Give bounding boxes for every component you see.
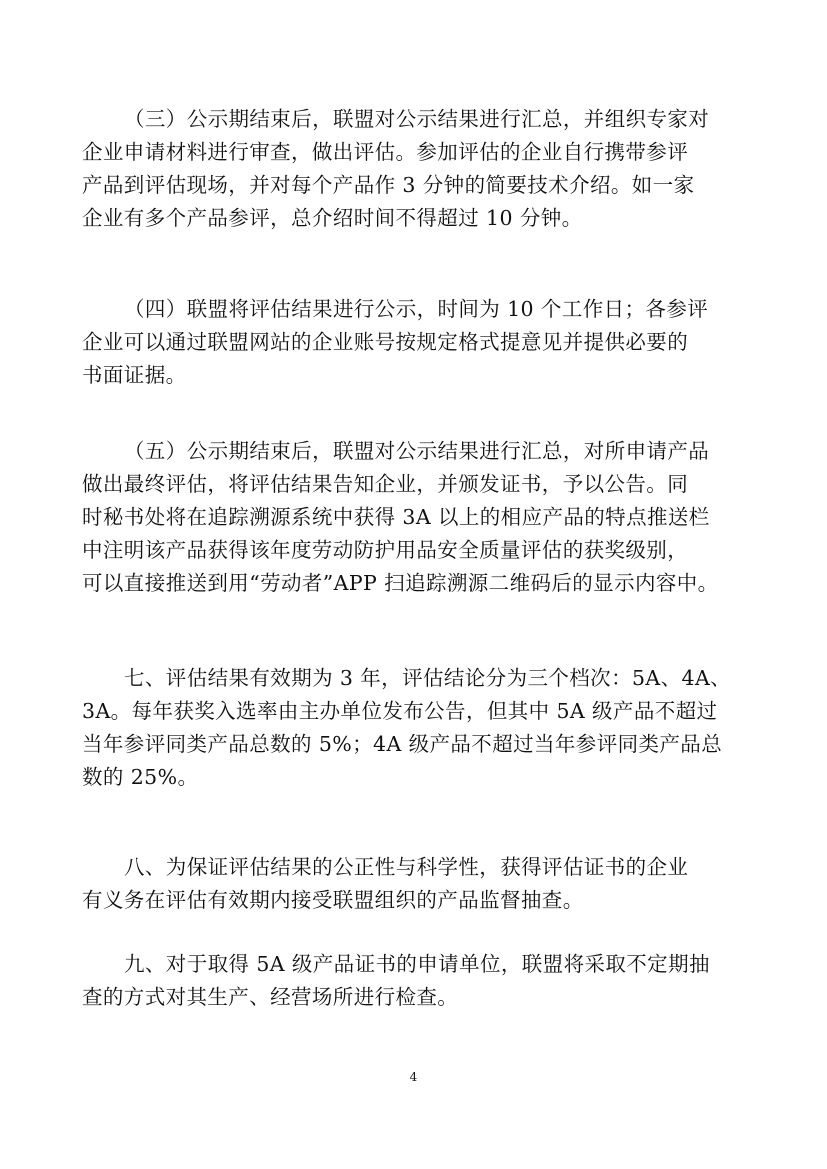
paragraph-line: （四）联盟将评估结果进行公示，时间为 10 个工作日；各参评 xyxy=(124,297,709,321)
paragraph-line: 查的方式对其生产、经营场所进行检查。 xyxy=(82,985,459,1009)
paragraph-line: 有义务在评估有效期内接受联盟组织的产品监督抽查。 xyxy=(82,888,584,912)
paragraph-line: 八、为保证评估结果的公正性与科学性，获得评估证书的企业 xyxy=(124,855,689,879)
paragraph-line: 九、对于取得 5A 级产品证书的申请单位，联盟将采取不定期抽 xyxy=(124,952,710,976)
paragraph-line: 企业有多个产品参评，总介绍时间不得超过 10 分钟。 xyxy=(82,206,583,230)
paragraph-line: 企业申请材料进行审查，做出评估。参加评估的企业自行携带参评 xyxy=(82,140,689,164)
paragraph-article-8 xyxy=(82,852,762,918)
paragraph-line: （三）公示期结束后，联盟对公示结果进行汇总，并组织专家对 xyxy=(124,107,710,131)
paragraph-line: （五）公示期结束后，联盟对公示结果进行汇总，对所申请产品 xyxy=(124,439,710,463)
paragraph-line: 3A。每年获奖入选率由主办单位发布公告，但其中 5A 级产品不超过 xyxy=(82,699,718,723)
paragraph-line: 中注明该产品获得该年度劳动防护用品安全质量评估的获奖级别， xyxy=(82,538,689,562)
paragraph-line: 数的 25%。 xyxy=(82,765,199,789)
paragraph-section-3 xyxy=(82,104,762,236)
paragraph-line: 时秘书处将在追踪溯源系统中获得 3A 以上的相应产品的特点推送栏 xyxy=(82,505,710,529)
paragraph-section-4 xyxy=(82,294,762,393)
paragraph-line: 企业可以通过联盟网站的企业账号按规定格式提意见并提供必要的 xyxy=(82,330,689,354)
paragraph-line: 书面证据。 xyxy=(82,363,187,387)
paragraph-line: 可以直接推送到用“劳动者”APP 扫追踪溯源二维码后的显示内容中。 xyxy=(82,571,719,595)
page-number: 4 xyxy=(409,1070,418,1084)
paragraph-section-5 xyxy=(82,436,762,601)
paragraph-article-7 xyxy=(82,663,762,795)
paragraph-line: 做出最终评估，将评估结果告知企业，并颁发证书，予以公告。同 xyxy=(82,472,689,496)
paragraph-line: 七、评估结果有效期为 3 年，评估结论分为三个档次：5A、4A、 xyxy=(124,666,732,690)
paragraph-line: 产品到评估现场，并对每个产品作 3 分钟的简要技术介绍。如一家 xyxy=(82,173,695,197)
paragraph-article-9 xyxy=(82,949,762,1015)
paragraph-line: 当年参评同类产品总数的 5%；4A 级产品不超过当年参评同类产品总 xyxy=(82,732,723,756)
